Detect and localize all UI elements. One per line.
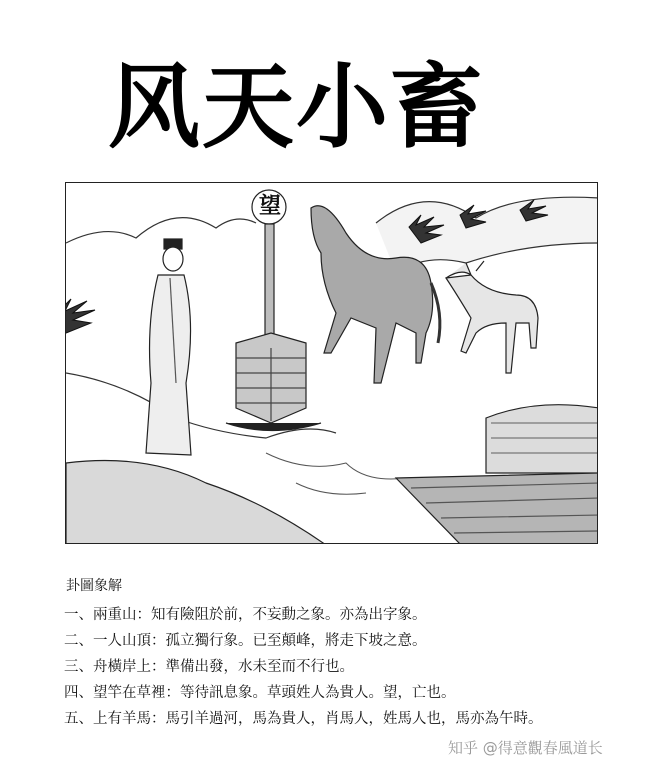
hexagram-illustration [65,182,598,544]
interpretation-list [64,602,624,732]
distant-mountain [66,218,256,243]
section-heading: 卦圖象解 [66,578,122,594]
standing-man [146,239,191,455]
goat [446,261,538,373]
pine-tree-left [66,299,95,333]
river-bank [66,461,326,545]
interpretation-line: 五、上有羊馬：馬引羊過河，馬為貴人，肖馬人，姓馬人也，馬亦為午時。 [64,711,543,727]
boat [396,405,598,544]
signal-pole [226,190,321,431]
interpretation-line: 三、舟橫岸上：準備出發，水未至而不行也。 [64,659,354,675]
watermark: 知乎 @得意觀春風道长 [448,739,603,757]
page-title: 风天小畜 [108,54,485,161]
interpretation-line: 一、兩重山：知有險阻於前，不妄動之象。亦為出字象。 [64,607,427,623]
pole-sign-text: 望 [258,194,281,219]
river-lines [266,453,406,494]
interpretation-line: 四、望竿在草裡：等待訊息象。草頭姓人為貴人。望，亡也。 [64,685,456,701]
interpretation-line: 二、一人山頂：孤立獨行象。已至顛峰，將走下坡之意。 [64,633,427,649]
illustration-scene [66,183,598,544]
